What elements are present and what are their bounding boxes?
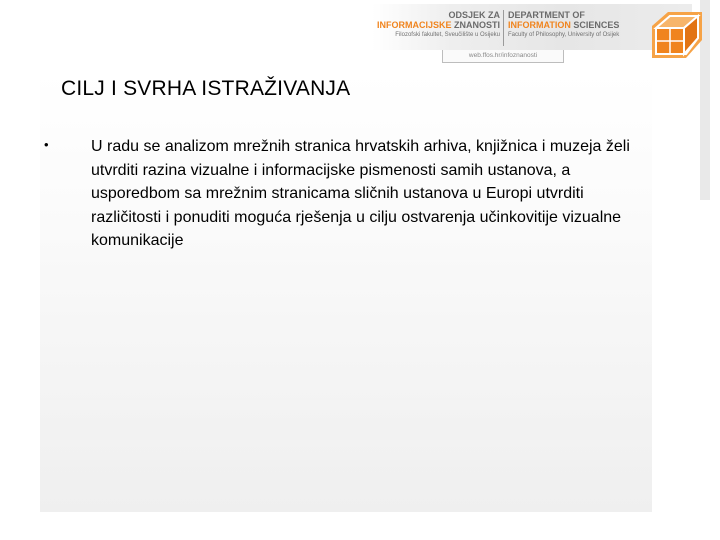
department-header [372, 4, 710, 66]
dept-en-line2 [508, 20, 638, 31]
header-divider [503, 10, 504, 46]
bullet-marker: • [44, 137, 49, 152]
dept-hr-line2b: ZNANOSTI [454, 20, 500, 30]
dept-en-line3: Faculty of Philosophy, University of Osijek [508, 32, 620, 38]
dept-en-line2a: INFORMATION [508, 20, 571, 30]
dept-hr-line2a: INFORMACIJSKE [376, 20, 452, 30]
department-name-english [508, 10, 638, 40]
department-name-croatian [372, 10, 500, 40]
dept-hr-line3: Filozofski fakultet, Sveučilište u Osijeku [395, 32, 500, 38]
dept-hr-line2 [372, 20, 500, 31]
dept-hr-line1: ODSJEK ZA [448, 10, 500, 20]
dept-en-line2b: SCIENCES [573, 20, 620, 30]
dept-en-line1: DEPARTMENT OF [508, 10, 585, 20]
slide-title: CILJ I SVRHA ISTRAŽIVANJA [61, 77, 351, 100]
orange-cube-logo-icon [648, 8, 706, 62]
website-url: web.ffos.hr/infoznanosti [442, 50, 564, 63]
bullet-text: U radu se analizom mrežnih stranica hrvatskih arhiva, knjižnica i muzeja želi utvrditi razina vizualne i informacijske pismenosti samih ustanova, a usporedbom sa mrežnim stranicama sličnih ustanova u Europi utvrditi različitosti i ponuditi moguća rješenja u cilju ostvarenja učinkovitije vizualne komunikacije [91, 138, 630, 249]
